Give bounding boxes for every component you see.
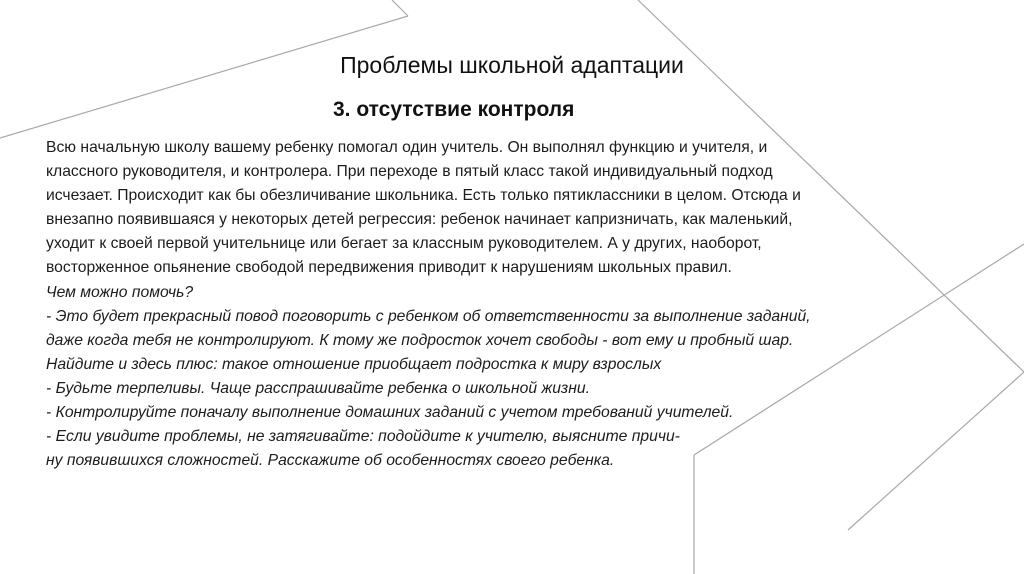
deco-line-top-vertical — [392, 0, 408, 16]
advice-line: - Будьте терпеливы. Чаще расспрашивайте ребенка о школьной жизни. — [46, 379, 590, 397]
advice-line: - Это будет прекрасный повод поговорить с ребенком об ответственности за выполнение заданий, — [46, 307, 811, 325]
advice-line: - Если увидите проблемы, не затягивайте: подойдите к учителю, выясните причи- — [46, 428, 680, 446]
slide-title-text: Проблемы школьной адаптации — [340, 52, 684, 78]
slide-title — [0, 52, 1024, 79]
paragraph-line: классного руководителя, и контролера. При переходе в пятый класс такой индивидуальный подход — [46, 163, 773, 181]
advice-line: Найдите и здесь плюс: такое отношение приобщает подростка к миру взрослых — [46, 355, 662, 373]
advice-heading: Чем можно помочь? — [46, 283, 194, 301]
paragraph-line: Всю начальную школу вашему ребенку помогал один учитель. Он выполнял функцию и учителя, и — [46, 139, 768, 156]
slide-subtitle: 3. отсутствие контроля — [333, 98, 575, 121]
paragraph-line: внезапно появившаяся у некоторых детей регрессия: ребенок начинает капризничать, как маленький, — [46, 211, 793, 229]
slide-body — [46, 136, 986, 473]
advice-line: ну появившихся сложностей. Расскажите об особенностях своего ребенка. — [46, 452, 615, 470]
advice-line: - Контролируйте поначалу выполнение домашних заданий с учетом требований учителей. — [46, 404, 734, 422]
advice-line: даже когда тебя не контролируют. К тому же подросток хочет свободы - вот ему и пробный шар. — [46, 331, 794, 349]
paragraph-line: восторженное опьянение свободой передвижения приводит к нарушениям школьных правил. — [46, 259, 732, 277]
paragraph-line: уходит к своей первой учительнице или бегает за классным руководителем. А у других, наоборот, — [46, 235, 762, 253]
paragraph-line: исчезает. Происходит как бы обезличивание школьника. Есть только пятиклассники в целом. Отсюда и — [46, 187, 801, 205]
